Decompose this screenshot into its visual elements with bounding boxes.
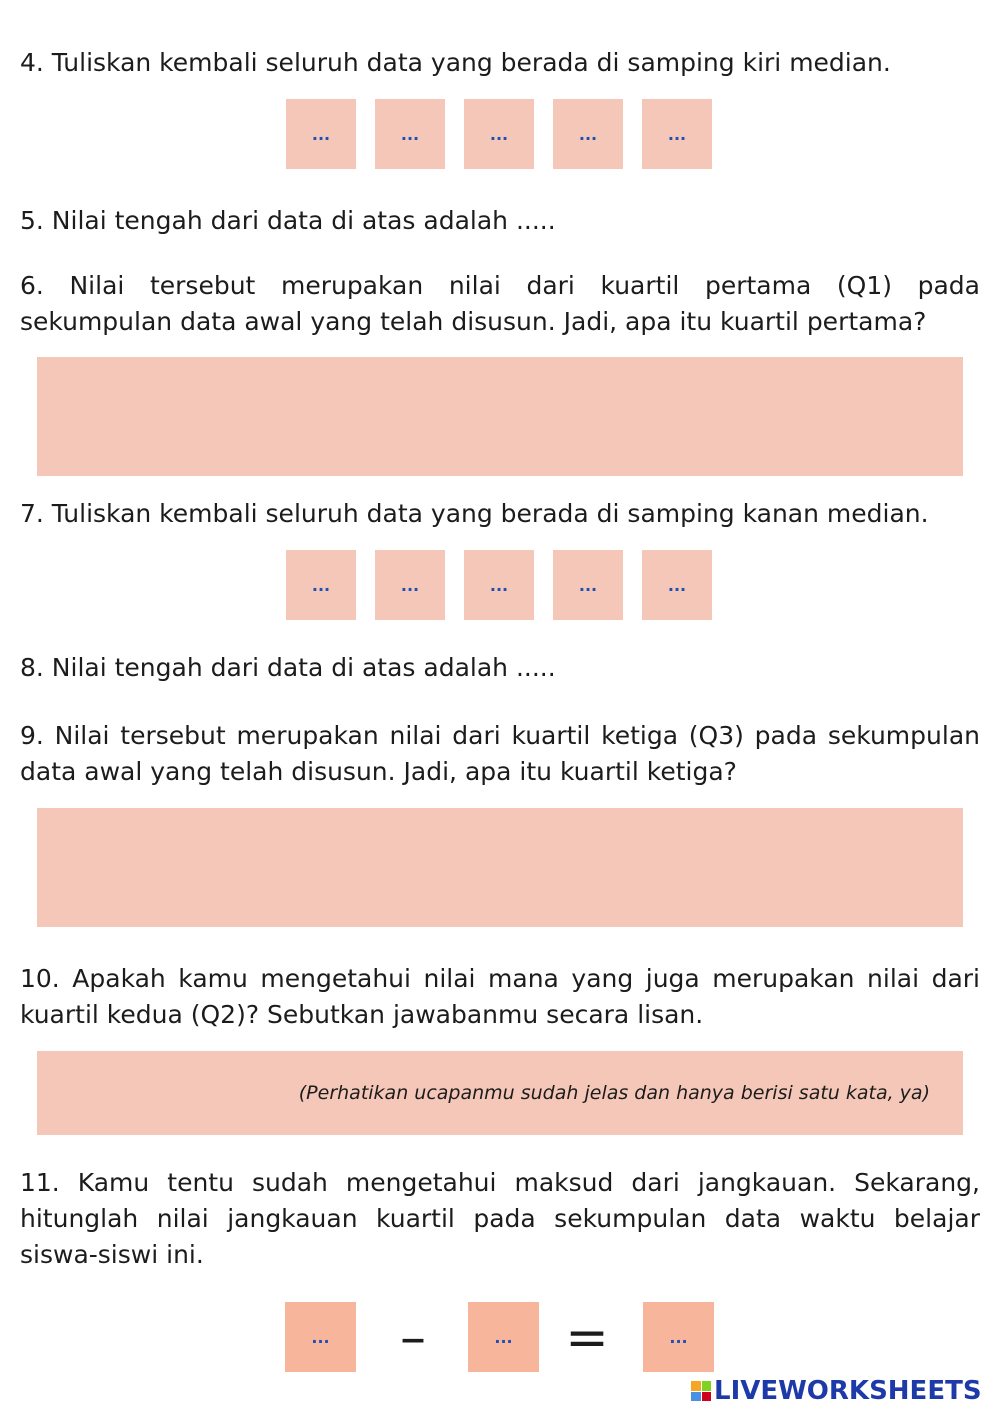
logo-text: LIVEWORKSHEETS bbox=[714, 1376, 982, 1406]
answer-box-q3-definition[interactable] bbox=[37, 808, 963, 927]
minus-sign: – bbox=[400, 1308, 426, 1368]
answer-box-q1-definition[interactable] bbox=[37, 357, 963, 476]
answer-box-left-5[interactable]: ... bbox=[642, 99, 712, 169]
question-4-text: 4. Tuliskan kembali seluruh data yang berada di samping kiri median. bbox=[20, 48, 891, 77]
oral-answer-note: (Perhatikan ucapanmu sudah jelas dan hanya berisi satu kata, ya) bbox=[298, 1082, 930, 1104]
question-5-text: 5. Nilai tengah dari data di atas adalah ..... bbox=[20, 206, 556, 235]
answer-box-right-2[interactable]: ... bbox=[375, 550, 445, 620]
answer-box-left-3[interactable]: ... bbox=[464, 99, 534, 169]
question-8-text: 8. Nilai tengah dari data di atas adalah ..... bbox=[20, 653, 556, 682]
question-9-text: 9. Nilai tersebut merupakan nilai dari kuartil ketiga (Q3) pada sekumpulan data awal yang telah disusun. Jadi, apa itu kuartil ketiga? bbox=[20, 721, 980, 786]
answer-row-right-of-median bbox=[286, 550, 712, 620]
question-10-text: 10. Apakah kamu mengetahui nilai mana yang juga merupakan nilai dari kuartil kedua (Q2)? Sebutkan jawabanmu secara lisan. bbox=[20, 964, 980, 1029]
equals-sign: = bbox=[565, 1308, 609, 1368]
answer-box-right-4[interactable]: ... bbox=[553, 550, 623, 620]
question-11-text: 11. Kamu tentu sudah mengetahui maksud dari jangkauan. Sekarang, hitunglah nilai jangkauan kuartil pada sekumpulan data waktu belajar siswa-siswi ini. bbox=[20, 1168, 980, 1269]
question-7-text: 7. Tuliskan kembali seluruh data yang berada di samping kanan median. bbox=[20, 499, 929, 528]
answer-box-left-1[interactable]: ... bbox=[286, 99, 356, 169]
answer-box-left-4[interactable]: ... bbox=[553, 99, 623, 169]
answer-box-right-1[interactable]: ... bbox=[286, 550, 356, 620]
answer-row-left-of-median bbox=[286, 99, 712, 169]
oral-answer-box[interactable] bbox=[37, 1051, 963, 1135]
liveworksheets-logo bbox=[691, 1374, 982, 1408]
equation-left-box[interactable]: ... bbox=[285, 1302, 356, 1372]
question-6-text: 6. Nilai tersebut merupakan nilai dari kuartil pertama (Q1) pada sekumpulan data awal yang telah disusun. Jadi, apa itu kuartil pertama? bbox=[20, 271, 980, 336]
equation-middle-box[interactable]: ... bbox=[468, 1302, 539, 1372]
logo-grid-icon bbox=[691, 1381, 711, 1401]
answer-box-right-3[interactable]: ... bbox=[464, 550, 534, 620]
answer-box-left-2[interactable]: ... bbox=[375, 99, 445, 169]
equation-result-box[interactable]: ... bbox=[643, 1302, 714, 1372]
answer-box-right-5[interactable]: ... bbox=[642, 550, 712, 620]
